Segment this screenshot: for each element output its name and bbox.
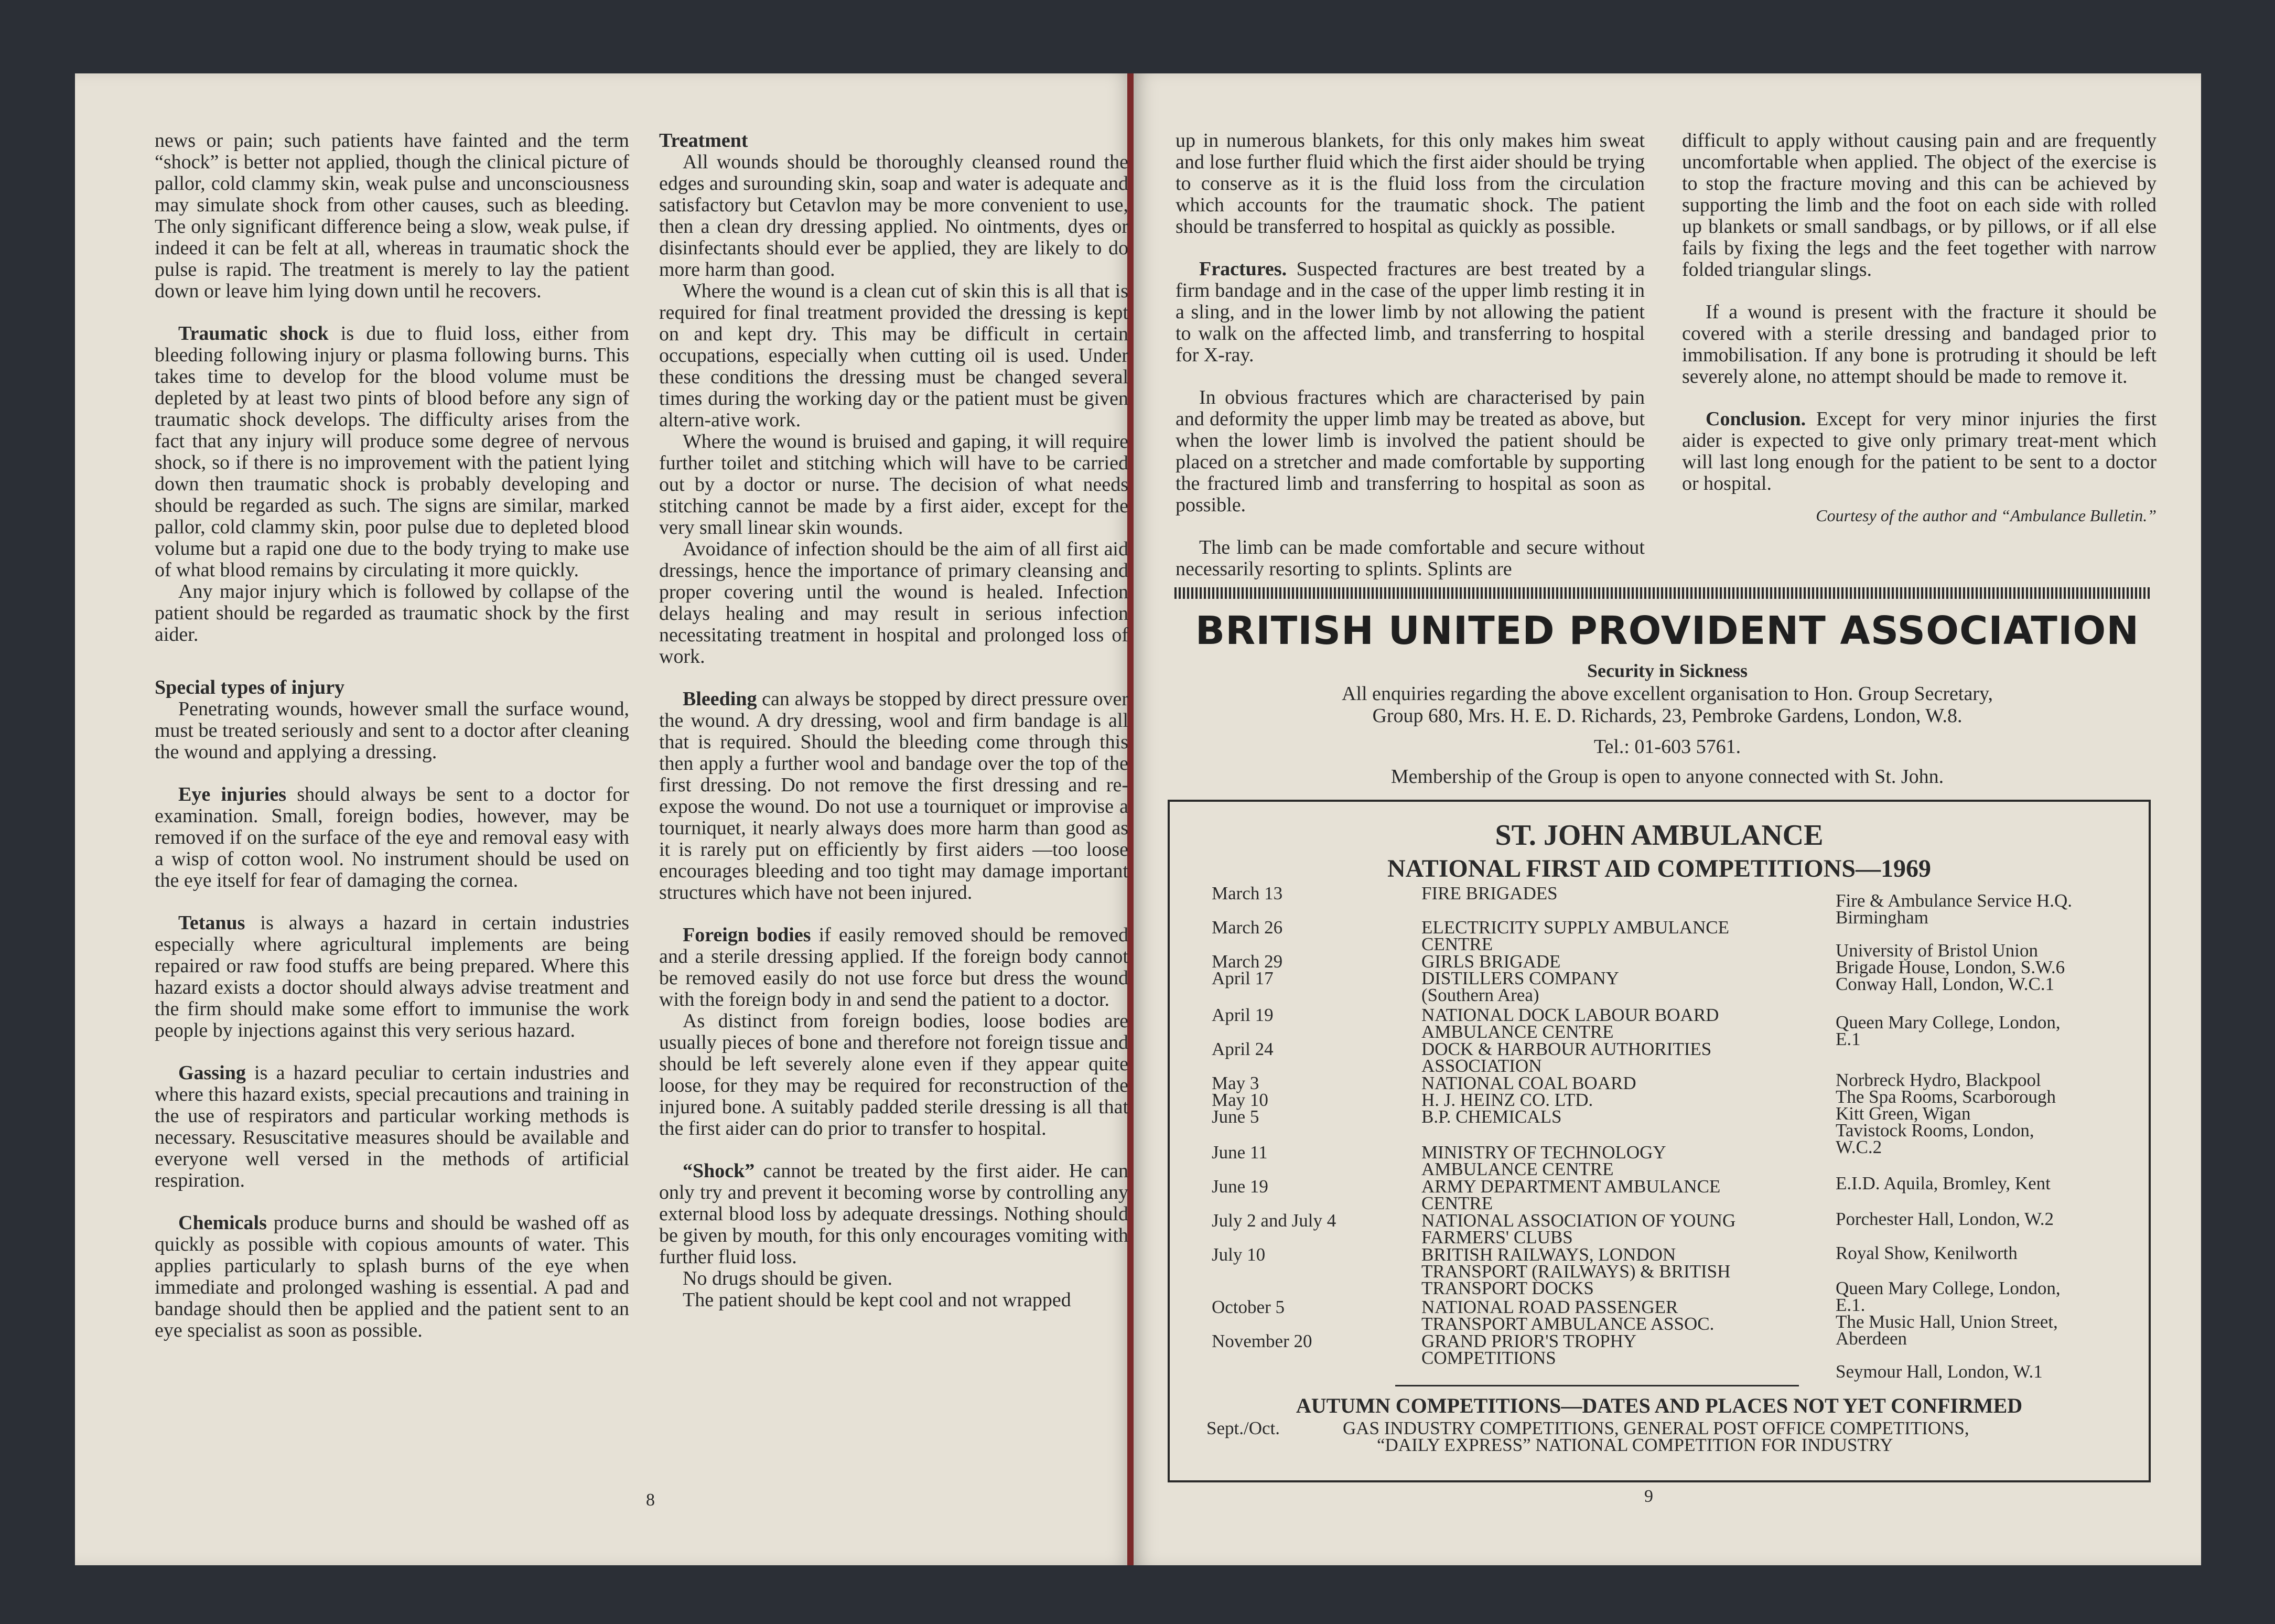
competition-venue: Queen Mary College, London,	[1836, 1278, 2061, 1298]
competitions-box	[1168, 800, 2151, 1482]
competition-venue: The Music Hall, Union Street,	[1836, 1311, 2058, 1332]
competition-venue: Seymour Hall, London, W.1	[1836, 1361, 2043, 1382]
paragraph-run-in-heading: Bleeding	[683, 688, 757, 710]
bupa-enquiries-line-2: Group 680, Mrs. H. E. D. Richards, 23, Pembroke Gardens, London, W.8.	[1372, 705, 1963, 727]
paragraph-text: All wounds should be thoroughly cleansed round the edges and surounding skin, soap and water is adequate and satisfactory but Cetavlon may be more convenient to use, then a clean dry dressing applied. No ointments, dyes or disinfectants should ever be applied, they are likely to do more harm than good.	[659, 151, 1128, 281]
competition-date: April 19	[1212, 1005, 1274, 1025]
competition-event: NATIONAL ROAD PASSENGER	[1421, 1297, 1678, 1317]
body-paragraph	[1682, 408, 2157, 494]
competition-event: (Southern Area)	[1421, 985, 1539, 1005]
paragraph-text: difficult to apply without causing pain and are frequently uncomfortable when applied. The object of the exercise is to stop the fracture moving and this can be achieved by supporting the limb and the foot on each side with rolled up blankets or small sandbags, or by pillows, or if all else fails by fixing the legs and the feet together with narrow folded triangular slings.	[1682, 130, 2157, 281]
body-paragraph	[1176, 259, 1645, 366]
paragraph-text: Except for very minor injuries the first aider is expected to give only primary treat-ment which will last long enough for the patient to be sent to a doctor or hospital.	[1682, 408, 2157, 494]
paragraph-text: can always be stopped by direct pressure over the wound. A dry dressing, wool and firm bandage is all that is required. Should the bleeding come through this then apply a further wool and bandage over the top of the first dressing. Do not remove the first dressing and re-expose the wound. Do not use a tourniquet or improvise a tourniquet, it nearly always does more harm than good as it is rarely put on efficiently by first aiders —too loose encourages bleeding and too tight may damage important structures which have not been injured.	[659, 688, 1128, 904]
competition-event: NATIONAL COAL BOARD	[1421, 1073, 1636, 1093]
autumn-competitions-heading: AUTUMN COMPETITIONS—DATES AND PLACES NOT YET CONFIRMED	[1296, 1394, 2023, 1417]
competition-event: DISTILLERS COMPANY	[1421, 968, 1619, 988]
competition-date: April 24	[1212, 1039, 1274, 1059]
competition-date: July 10	[1212, 1244, 1266, 1265]
bupa-telephone: Tel.: 01-603 5761.	[1593, 736, 1741, 758]
competition-venue: Porchester Hall, London, W.2	[1836, 1209, 2054, 1229]
competition-event: H. J. HEINZ CO. LTD.	[1421, 1090, 1593, 1110]
competitions-divider	[1395, 1385, 1799, 1386]
competition-event: BRITISH RAILWAYS, LONDON	[1421, 1244, 1676, 1265]
competition-event: DOCK & HARBOUR AUTHORITIES	[1421, 1039, 1712, 1059]
paragraph-text: should always be sent to a doctor for examination. Small, foreign bodies, however, may be removed if on the surface of the eye and removal easy with a wisp of cotton wool. No instrument should be used on the eye itself for fear of damaging the cornea.	[155, 783, 629, 891]
paragraph-text: is always a hazard in certain industries especially where agricultural implements are being repaired or raw food stuffs are being prepared. Where this hazard exists a doctor should always advise treatment and the firm should make some effort to immunise the work people by injections against this very serious hazard.	[155, 912, 629, 1041]
body-paragraph	[155, 698, 629, 763]
paragraph-run-in-heading: Gassing	[178, 1062, 246, 1084]
competition-venue: The Spa Rooms, Scarborough	[1836, 1087, 2056, 1107]
paragraph-run-in-heading: Eye injuries	[178, 783, 287, 805]
competition-venue: Norbreck Hydro, Blackpool	[1836, 1070, 2041, 1090]
competition-event: NATIONAL ASSOCIATION OF YOUNG	[1421, 1210, 1736, 1231]
competition-event: ASSOCIATION	[1421, 1056, 1542, 1076]
competition-date: March 13	[1212, 883, 1283, 904]
dotted-separator-rule	[1174, 587, 2150, 599]
paragraph-run-in-heading: Traumatic shock	[178, 322, 329, 345]
body-paragraph	[659, 1289, 1128, 1311]
competition-venue: Aberdeen	[1836, 1328, 1907, 1349]
competition-date: April 17	[1212, 968, 1274, 988]
competition-venue: E.I.D. Aquila, Bromley, Kent	[1836, 1173, 2051, 1193]
competition-date: March 26	[1212, 917, 1283, 938]
body-paragraph	[155, 1212, 629, 1341]
body-paragraph	[155, 581, 629, 646]
competition-venue: Birmingham	[1836, 907, 1928, 928]
body-paragraph	[659, 152, 1128, 281]
competition-event: ARMY DEPARTMENT AMBULANCE	[1421, 1176, 1721, 1197]
courtesy-credit: Courtesy of the author and “Ambulance Bulletin.”	[1816, 506, 2157, 525]
competition-date: May 10	[1212, 1090, 1268, 1110]
competition-date: October 5	[1212, 1297, 1285, 1317]
bupa-subtitle: Security in Sickness	[1587, 660, 1748, 681]
paragraph-text: Any major injury which is followed by collapse of the patient should be regarded as traumatic shock by the first aider.	[155, 580, 629, 646]
competition-event: B.P. CHEMICALS	[1421, 1106, 1562, 1127]
right-page-column-2	[1682, 130, 2157, 526]
paragraph-text: If a wound is present with the fracture it should be covered with a sterile dressing and bandaged prior to immobilisation. If any bone is protruding it should be left severely alone, no attempt should be made to remove it.	[1682, 301, 2157, 388]
paragraph-text: No drugs should be given.	[683, 1267, 893, 1289]
competition-venue: E.1	[1836, 1029, 1861, 1049]
body-paragraph	[659, 1010, 1128, 1139]
paragraph-run-in-heading: Chemicals	[178, 1212, 267, 1234]
competition-event: GRAND PRIOR'S TROPHY	[1421, 1331, 1637, 1351]
competition-venue: Queen Mary College, London,	[1836, 1012, 2061, 1033]
body-paragraph	[659, 1268, 1128, 1289]
paragraph-text: cannot be treated by the first aider. He can only try and prevent it becoming worse by controlling any external blood loss by adequate dressings. Nothing should be given by mouth, for this only encourages vomiting with further fluid loss.	[659, 1160, 1128, 1268]
paragraph-text: is due to fluid loss, either from bleeding following injury or plasma following burns. This takes time to develop for the blood volume must be depleted by at least two pints of blood before any sign of traumatic shock develops. The difficulty arises from the fact that any injury will produce some degree of nervous shock, so if there is no improvement with the patient lying down then traumatic shock is probably developing and should be regarded as such. The signs are similar, marked pallor, cold clammy skin, poor pulse due to depleted blood volume but a rapid one due to the body trying to make use of what blood remains by circulating it more quickly.	[155, 322, 629, 581]
competition-event: AMBULANCE CENTRE	[1421, 1159, 1614, 1179]
bupa-enquiries-line-1: All enquiries regarding the above excellent organisation to Hon. Group Secretary,	[1342, 683, 1993, 705]
competition-event: NATIONAL DOCK LABOUR BOARD	[1421, 1005, 1719, 1025]
competitions-title: ST. JOHN AMBULANCE	[1495, 819, 1824, 852]
competition-date: May 3	[1212, 1073, 1259, 1093]
competition-event: CENTRE	[1421, 934, 1493, 954]
paragraph-text: Where the wound is a clean cut of skin this is all that is required for final treatment provided the dressing is kept on and kept dry. This may be difficult in certain occupations, especially when cutting oil is used. Under these conditions the dressing must be changed several times during the working day or the patient must be given altern-ative work.	[659, 280, 1128, 431]
body-paragraph	[155, 130, 629, 302]
competition-event: ELECTRICITY SUPPLY AMBULANCE	[1421, 917, 1729, 938]
left-page-column-2	[659, 130, 1128, 1311]
body-paragraph	[1682, 130, 2157, 281]
paragraph-text: if easily removed should be removed and a sterile dressing applied. If the foreign body cannot be removed easily do not use force but dress the wound with the foreign body in and send the patient to a doctor.	[659, 924, 1129, 1010]
competition-event: MINISTRY OF TECHNOLOGY	[1421, 1142, 1666, 1163]
competition-event: FIRE BRIGADES	[1421, 883, 1558, 904]
paragraph-run-in-heading: Foreign bodies	[683, 924, 811, 946]
competition-event: COMPETITIONS	[1421, 1348, 1556, 1368]
paragraph-text: Penetrating wounds, however small the surface wound, must be treated seriously and sent to a doctor after cleaning the wound and applying a dressing.	[155, 698, 629, 763]
competition-venue: Kitt Green, Wigan	[1836, 1103, 1971, 1124]
competition-venue: University of Bristol Union	[1836, 940, 2038, 961]
competition-event: FARMERS' CLUBS	[1421, 1227, 1573, 1247]
competition-venue: Fire & Ambulance Service H.Q.	[1836, 890, 2073, 911]
competition-event: GIRLS BRIGADE	[1421, 951, 1561, 972]
body-paragraph	[155, 784, 629, 891]
body-paragraph	[659, 281, 1128, 431]
paragraph-run-in-heading: Tetanus	[178, 912, 245, 934]
paragraph-text: Where the wound is bruised and gaping, it will require further toilet and stitching which will have to be carried out by a doctor or nurse. The decision of what needs stitching cannot be made by a first aider, except for the very small linear skin wounds.	[659, 431, 1128, 539]
body-paragraph	[659, 431, 1128, 539]
competition-venue: W.C.2	[1836, 1137, 1882, 1157]
competition-venue: Royal Show, Kenilworth	[1836, 1243, 2018, 1263]
competition-date: June 19	[1212, 1176, 1268, 1197]
competition-event: AMBULANCE CENTRE	[1421, 1021, 1614, 1042]
autumn-events-line-1: GAS INDUSTRY COMPETITIONS, GENERAL POST OFFICE COMPETITIONS,	[1343, 1418, 1969, 1438]
body-paragraph	[1176, 537, 1645, 580]
paragraph-text: The limb can be made comfortable and secure without necessarily resorting to splints. Splints are	[1176, 536, 1645, 580]
body-paragraph	[659, 539, 1128, 668]
body-paragraph	[659, 1160, 1128, 1268]
competition-date: March 29	[1212, 951, 1283, 972]
paragraph-text: In obvious fractures which are characterised by pain and deformity the upper limb may be treated as above, but when the lower limb is involved the patient should be placed on a stretcher and made comfortable by supporting the fractured limb and transferring to hospital as soon as possible.	[1176, 386, 1645, 516]
paragraph-text: up in numerous blankets, for this only makes him sweat and lose further fluid which the first aider should be trying to conserve as it is the fluid loss from the circulation which accounts for the traumatic shock. The patient should be transferred to hospital as quickly as possible.	[1176, 130, 1645, 238]
section-heading: Treatment	[659, 130, 748, 152]
competition-date: June 11	[1212, 1142, 1268, 1163]
page-number-left: 8	[646, 1490, 655, 1510]
paragraph-text: Avoidance of infection should be the aim of all first aid dressings, hence the importance of primary cleansing and proper covering until the wound is healed. Infection delays healing and may result in serious infection necessitating treatment in hospital and prolonged loss of work.	[659, 538, 1128, 668]
paragraph-run-in-heading: Fractures.	[1199, 258, 1287, 280]
competition-event: TRANSPORT (RAILWAYS) & BRITISH	[1421, 1261, 1731, 1282]
body-paragraph	[1682, 302, 2157, 388]
autumn-events-line-2: “DAILY EXPRESS” NATIONAL COMPETITION FOR INDUSTRY	[1377, 1435, 1893, 1455]
left-page-column-1	[155, 130, 629, 1341]
bupa-membership: Membership of the Group is open to anyone connected with St. John.	[1390, 766, 1944, 788]
competition-event: TRANSPORT DOCKS	[1421, 1278, 1594, 1298]
body-paragraph	[1176, 130, 1645, 238]
body-paragraph	[155, 1062, 629, 1191]
paragraph-text: produce burns and should be washed off as quickly as possible with copious amounts of water. This applies particularly to splash burns of the eye when immediate and prolonged washing is essential. A pad and bandage should then be applied and the patient sent to an eye specialist as soon as possible.	[155, 1212, 629, 1341]
paragraph-text: As distinct from foreign bodies, loose bodies are usually pieces of bone and therefore not foreign tissue and should be left severely alone even if they appear quite loose, for they may be required for reconstruction of the injured bone. A suitably padded sterile dressing is all that the first aider can do prior to transfer to hospital.	[659, 1010, 1128, 1139]
paragraph-text: news or pain; such patients have fainted and the term “shock” is better not applied, though the clinical picture of pallor, cold clammy skin, weak pulse and unconsciousness may simulate shock from other causes, such as bleeding. The only significant difference being a slow, weak pulse, if indeed it can be felt at all, whereas in traumatic shock the pulse is rapid. The treatment is merely to lay the patient down or leave him lying down until he recovers.	[155, 130, 629, 302]
body-paragraph	[155, 912, 629, 1041]
page-number-right: 9	[1644, 1487, 1653, 1506]
competition-event: CENTRE	[1421, 1193, 1493, 1213]
paragraph-text: The patient should be kept cool and not wrapped	[683, 1289, 1071, 1311]
competition-venue: E.1.	[1836, 1295, 1866, 1315]
competition-venue: Brigade House, London, S.W.6	[1836, 957, 2065, 977]
right-page-column-1	[1176, 130, 1645, 580]
body-paragraph	[659, 689, 1128, 904]
body-paragraph	[659, 924, 1128, 1010]
competition-date: June 5	[1212, 1106, 1259, 1127]
competition-date: July 2 and July 4	[1212, 1210, 1336, 1231]
competition-venue: Conway Hall, London, W.C.1	[1836, 974, 2055, 994]
paragraph-run-in-heading: Conclusion.	[1706, 408, 1806, 430]
paragraph-text: is a hazard peculiar to certain industries and where this hazard exists, special precautions and training in the use of respirators and particular working methods is necessary. Resuscitative measures should be available and everyone well versed in the methods of artificial respiration.	[155, 1062, 629, 1191]
autumn-date: Sept./Oct.	[1206, 1418, 1280, 1438]
paragraph-run-in-heading: “Shock”	[683, 1160, 755, 1182]
body-paragraph	[1176, 387, 1645, 516]
section-heading: Special types of injury	[155, 676, 345, 698]
paragraph-text: Suspected fractures are best treated by a firm bandage and in the case of the upper limb resting it in a sling, and in the lower limb by not allowing the patient to walk on the affected limb, and transferring to hospital for X-ray.	[1176, 258, 1645, 366]
body-paragraph	[155, 323, 629, 581]
competition-date: November 20	[1212, 1331, 1312, 1351]
bupa-title: BRITISH UNITED PROVIDENT ASSOCIATION	[1195, 608, 2140, 653]
competition-event: TRANSPORT AMBULANCE ASSOC.	[1421, 1314, 1715, 1334]
competition-venue: Tavistock Rooms, London,	[1836, 1120, 2034, 1141]
competitions-subtitle: NATIONAL FIRST AID COMPETITIONS—1969	[1387, 855, 1932, 883]
